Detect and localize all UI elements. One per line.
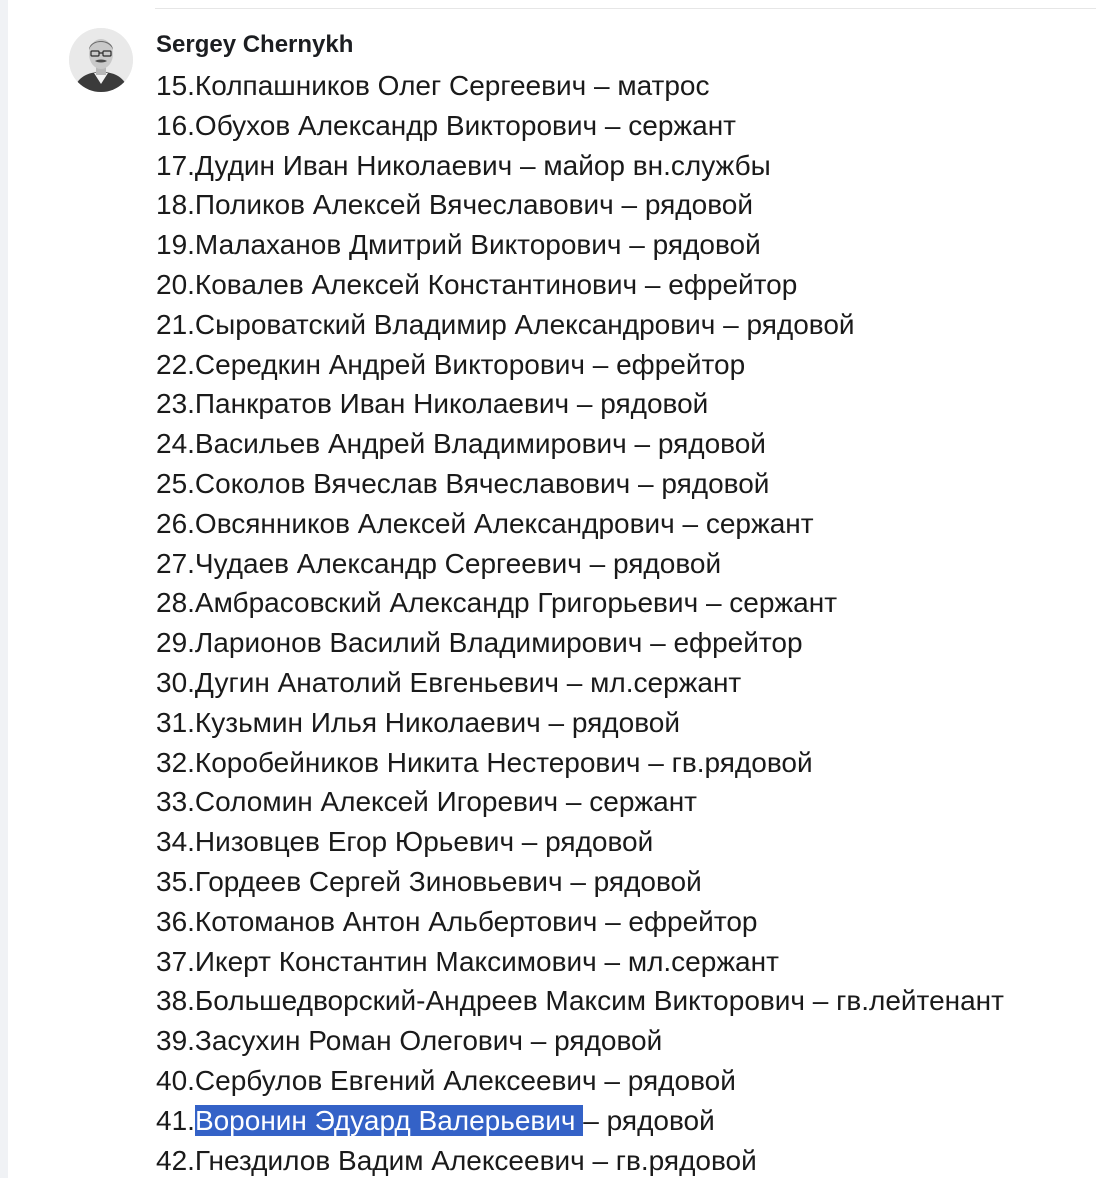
list-item: 38.Большедворский-Андреев Максим Викторович – гв.лейтенант <box>156 985 1004 1017</box>
list-item: 36.Котоманов Антон Альбертович – ефрейтор <box>156 905 758 937</box>
list-item: 20.Ковалев Алексей Константинович – ефрейтор <box>156 268 798 300</box>
list-item: 33.Соломин Алексей Игоревич – сержант <box>156 786 698 818</box>
list-item: 39.Засухин Роман Олегович – рядовой <box>156 1025 663 1057</box>
list-item: 35.Гордеев Сергей Зиновьевич – рядовой <box>156 865 702 897</box>
list-item: 42.Гнездилов Вадим Алексеевич – гв.рядовой <box>156 1144 757 1176</box>
list-item: 29.Ларионов Василий Владимирович – ефрейтор <box>156 627 803 659</box>
list-item: 23.Панкратов Иван Николаевич – рядовой <box>156 388 709 420</box>
list-item: 31.Кузьмин Илья Николаевич – рядовой <box>156 706 680 738</box>
list-item-number: 41. <box>156 1104 195 1136</box>
list-item: 25.Соколов Вячеслав Вячеславович – рядовой <box>156 467 770 499</box>
list-item-selected <box>156 1101 1091 1141</box>
list-item: 26.Овсянников Алексей Александрович – сержант <box>156 507 814 539</box>
list-item: 22.Середкин Андрей Викторович – ефрейтор <box>156 348 746 380</box>
message-body <box>156 66 1091 1178</box>
list-item: 34.Низовцев Егор Юрьевич – рядовой <box>156 826 654 858</box>
list-item: 15.Колпашников Олег Сергеевич – матрос <box>156 70 710 101</box>
author-name[interactable]: Sergey Chernykh <box>156 31 354 58</box>
list-item: 18.Поликов Алексей Вячеславович – рядовой <box>156 189 753 221</box>
list-item: 16.Обухов Александр Викторович – сержант <box>156 109 736 141</box>
list-item: 21.Сыроватский Владимир Александрович – рядовой <box>156 308 855 340</box>
message-divider <box>155 8 1096 9</box>
list-item: 30.Дугин Анатолий Евгеньевич – мл.сержант <box>156 666 742 698</box>
user-avatar-icon[interactable] <box>69 28 133 92</box>
list-item: 27.Чудаев Александр Сергеевич – рядовой <box>156 547 722 579</box>
list-item: 37.Икерт Константин Максимович – мл.сержант <box>156 945 779 977</box>
left-gutter <box>0 0 8 1178</box>
selected-text-highlight[interactable]: Воронин Эдуард Валерьевич <box>194 1104 584 1136</box>
list-item: 40.Сербулов Евгений Алексеевич – рядовой <box>156 1064 736 1096</box>
list-item: 32.Коробейников Никита Нестерович – гв.рядовой <box>156 746 813 778</box>
list-item: 28.Амбрасовский Александр Григорьевич – сержант <box>156 587 838 619</box>
list-item-rank: – рядовой <box>583 1104 715 1136</box>
list-item: 24.Васильев Андрей Владимирович – рядовой <box>156 428 766 460</box>
list-item: 19.Малаханов Дмитрий Викторович – рядовой <box>156 229 761 261</box>
list-item: 17.Дудин Иван Николаевич – майор вн.службы <box>156 149 771 181</box>
